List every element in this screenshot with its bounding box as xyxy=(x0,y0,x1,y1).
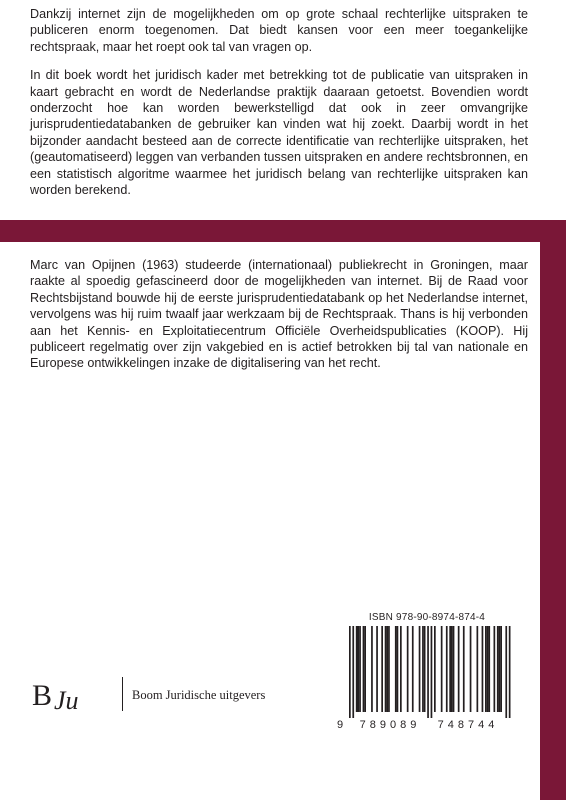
barcode-bar xyxy=(500,626,502,712)
barcode-bar xyxy=(446,626,448,712)
barcode-bar xyxy=(505,626,507,718)
barcode-bar xyxy=(385,626,387,712)
barcode-bar xyxy=(453,626,455,712)
barcode-bar xyxy=(494,626,496,712)
publisher-logo xyxy=(32,675,112,715)
barcode-bar xyxy=(427,626,429,718)
barcode-bar xyxy=(449,626,451,712)
barcode-bar xyxy=(397,626,399,712)
accent-side-bar xyxy=(540,220,566,800)
barcode-bar xyxy=(431,626,433,718)
barcode-bar xyxy=(363,626,365,712)
accent-band xyxy=(0,220,566,242)
barcode-bar xyxy=(451,626,453,712)
barcode-bar xyxy=(419,626,421,712)
barcode-bar xyxy=(509,626,511,718)
author-bio: Marc van Opijnen (1963) studeerde (internationaal) publiekrecht in Groningen, maar raakte al spoedig gefascineerd door de mogelijkheden van internet. Bij de Raad voor Rechtsbijstand bouwde hij de eerste jurisprudentiedatabank op het Nederlandse internet, vervolgens was hij ruim twaalf jaar werkzaam bij de Rechtspraak. Thans is hij verbonden aan het Kennis- en Exploitatiecentrum Officiële Overheidspublicaties (KOOP). Hij publiceert regelmatig over zijn vakgebied en is actief betrokken bij tal van nationale en Europese ontwikkelingen inzake de digitalisering van het recht. xyxy=(30,258,528,371)
barcode-bar xyxy=(497,626,499,712)
barcode-bar xyxy=(388,626,390,712)
barcode-bar xyxy=(477,626,479,712)
barcode-bar xyxy=(356,626,358,712)
barcode-bar xyxy=(458,626,460,712)
barcode-digit-lead: 9 xyxy=(337,719,344,731)
barcode-bar xyxy=(395,626,397,712)
barcode-bar xyxy=(463,626,465,712)
barcode-bar xyxy=(400,626,402,712)
barcode-bar xyxy=(424,626,426,712)
barcode-bar xyxy=(488,626,490,712)
barcode-bar xyxy=(499,626,501,712)
barcode-bar xyxy=(407,626,409,712)
barcode-bar xyxy=(482,626,484,712)
publisher-divider xyxy=(122,677,123,711)
author-bio-block xyxy=(30,257,528,372)
barcode-digits xyxy=(337,719,517,731)
publisher-name: Boom Juridische uitgevers xyxy=(132,688,266,702)
barcode-bar xyxy=(359,626,361,712)
description-paragraph-2: In dit boek wordt het juridisch kader met betrekking tot de publicatie van uitspraken in kaart gebracht en wordt de Nederlandse praktijk daaraan getoetst. Bovendien wordt onderzocht hoe kan worden bewerkstelligd dat ook in zeer omvangrijke jurisprudentiedatabanken de gebruiker kan vinden wat hij zoekt. Daarbij wordt in het bijzonder aandacht besteed aan de correcte identificatie van rechterlijke uitspraken, het (geautomatiseerd) leggen van verbanden tussen uitspraken en andere rechtsbronnen, en een statistisch algoritme waarmee het juridisch belang van rechterlijke uitspraken kan worden berekend. xyxy=(30,68,528,198)
barcode-bar xyxy=(386,626,388,712)
barcode-bar xyxy=(487,626,489,712)
barcode-bar xyxy=(371,626,373,712)
barcode-bar xyxy=(412,626,414,712)
barcode-bar xyxy=(441,626,443,712)
barcode-bar xyxy=(485,626,487,712)
barcode-bar xyxy=(381,626,383,712)
barcode-digits-left: 789089 xyxy=(359,719,421,731)
publisher-block xyxy=(32,675,292,715)
publisher-logo-ju: Ju xyxy=(54,686,79,715)
barcode-bar xyxy=(352,626,354,718)
barcode-bar xyxy=(364,626,366,712)
barcode-bar xyxy=(349,626,351,718)
barcode-bar xyxy=(376,626,378,712)
barcode-bar xyxy=(358,626,360,712)
barcode-digits-right: 748744 xyxy=(437,719,499,731)
barcode-bar xyxy=(470,626,472,712)
barcode-bar xyxy=(422,626,424,712)
isbn-label: ISBN 978-90-8974-874-4 xyxy=(368,612,486,623)
description-block xyxy=(30,6,528,210)
isbn-barcode xyxy=(337,626,517,718)
barcode-bar xyxy=(434,626,436,712)
publisher-logo-b: B xyxy=(32,679,53,712)
description-paragraph-1: Dankzij internet zijn de mogelijkheden om op grote schaal rechterlijke uitspraken te publiceren enorm toegenomen. Dat biedt kansen voor een meer toegankelijke rechtspraak, maar het roept ook tal van vragen op. xyxy=(30,7,528,54)
